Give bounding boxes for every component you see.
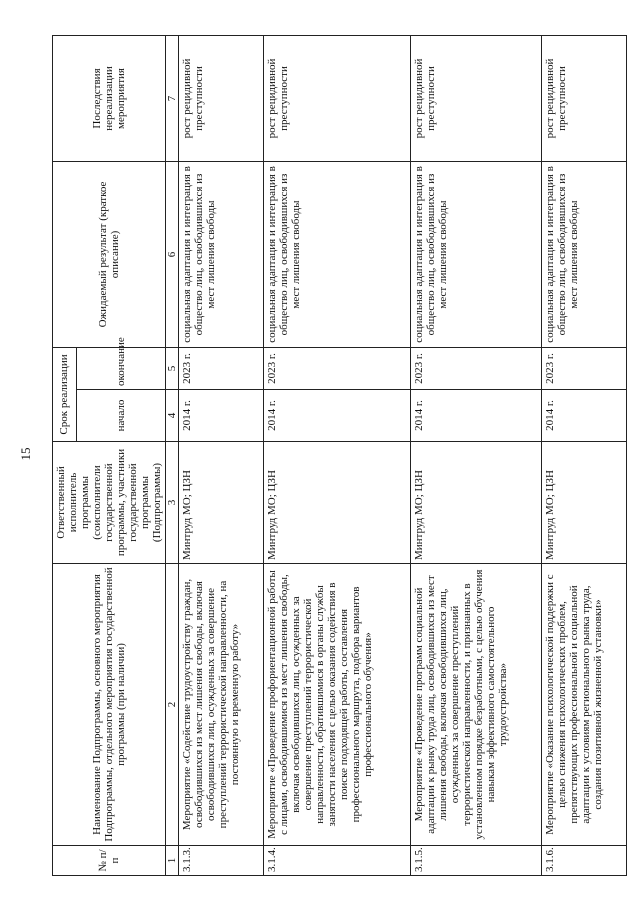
col-index: 2: [166, 564, 179, 846]
row-end: 2023 г.: [410, 347, 542, 389]
table-row: [179, 35, 264, 875]
header-start: начало: [76, 390, 165, 442]
header-executor: Ответственный исполнитель программы (соисполнители государственной программы, участники государственной программы (Подпрограммы): [53, 442, 166, 564]
rotated-table-container: [52, 36, 627, 876]
row-name: Мероприятие «Оказание психологической поддержки с целью снижения психологических проблем, препятствующих профессиональной и социальной адаптации к условиям регионального рынка труда, создания позитивной жизненной установки»: [542, 564, 627, 846]
row-start: 2014 г.: [179, 390, 264, 442]
row-num: 3.1.3.: [179, 846, 264, 876]
row-result: социальная адаптация и интеграция в общество лиц, освободившихся из мест лишения свободы: [179, 161, 264, 347]
col-index: 1: [166, 846, 179, 876]
row-name: Мероприятие «Содействие трудоустройству граждан, освободившихся из мест лишения свободы, включая освободившихся лиц, осужденных за совершение преступлений террористической направленности, на постоянную и временную работу»: [179, 564, 264, 846]
measures-table: [52, 35, 627, 876]
header-term: Срок реализации: [53, 347, 77, 441]
row-executor: Минтруд МО; ЦЗН: [410, 442, 542, 564]
header-result: Ожидаемый результат (краткое описание): [53, 161, 166, 347]
col-index: 7: [166, 35, 179, 161]
header-name: Наименование Подпрограммы, основного мероприятия Подпрограммы, отдельного мероприятия государственной программы (при наличии): [53, 564, 166, 846]
row-num: 3.1.5.: [410, 846, 542, 876]
row-result: социальная адаптация и интеграция в общество лиц, освободившихся из мест лишения свободы: [542, 161, 627, 347]
col-index: 6: [166, 161, 179, 347]
row-consequence: рост рецидивной преступности: [542, 35, 627, 161]
row-end: 2023 г.: [179, 347, 264, 389]
row-start: 2014 г.: [410, 390, 542, 442]
header-end: окончание: [76, 347, 165, 389]
table-row: [542, 35, 627, 875]
row-num: 3.1.4.: [263, 846, 410, 876]
table-row: [410, 35, 542, 875]
header-consequence: Последствия нереализации мероприятия: [53, 35, 166, 161]
row-consequence: рост рецидивной преступности: [410, 35, 542, 161]
row-name: Мероприятие «Проведение программ социальной адаптации к рынку труда лиц, освободившихся из мест лишения свободы, включая освободившихся лиц, осужденных за совершение преступлений террористической направленности, и признанных в установленном порядке безработными, с целью обучения навыкам эффективного самостоятельного трудоустройства»: [410, 564, 542, 846]
row-consequence: рост рецидивной преступности: [179, 35, 264, 161]
col-index: 4: [166, 390, 179, 442]
row-name: Мероприятие «Проведение профориентационной работы с лицами, освободившимися из мест лишения свободы, включая освободившихся лиц, осужденных за совершение преступлений террористической направленности, обратившимися в органы службы занятости населения с целью оказания содействия в поиске подходящей работы, составления профессионального маршрута, подбора вариантов профессионального обучения»: [263, 564, 410, 846]
col-index: 3: [166, 442, 179, 564]
col-index: 5: [166, 347, 179, 389]
row-executor: Минтруд МО; ЦЗН: [179, 442, 264, 564]
page-number: 15: [18, 447, 33, 461]
table-row: [263, 35, 410, 875]
row-result: социальная адаптация и интеграция в общество лиц, освободившихся из мест лишения свободы: [410, 161, 542, 347]
row-num: 3.1.6.: [542, 846, 627, 876]
row-executor: Минтруд МО; ЦЗН: [542, 442, 627, 564]
header-num: № п/п: [53, 846, 166, 876]
row-consequence: рост рецидивной преступности: [263, 35, 410, 161]
row-end: 2023 г.: [263, 347, 410, 389]
row-start: 2014 г.: [542, 390, 627, 442]
row-start: 2014 г.: [263, 390, 410, 442]
row-executor: Минтруд МО; ЦЗН: [263, 442, 410, 564]
column-index-row: [166, 35, 179, 875]
row-result: социальная адаптация и интеграция в общество лиц, освободившихся из мест лишения свободы: [263, 161, 410, 347]
row-end: 2023 г.: [542, 347, 627, 389]
